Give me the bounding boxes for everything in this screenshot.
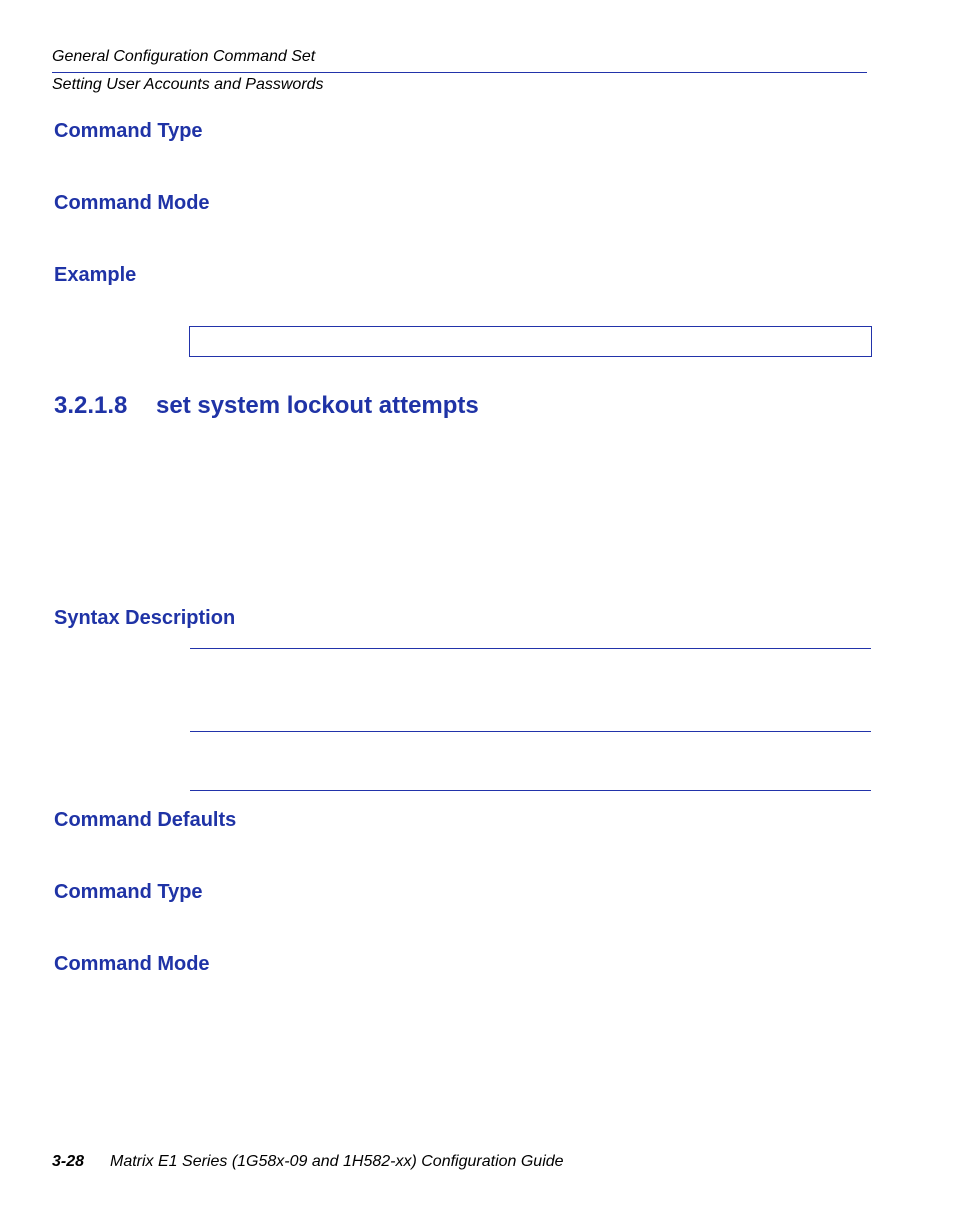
section-name: set system lockout attempts bbox=[156, 392, 479, 419]
heading-command-mode: Command Mode bbox=[54, 192, 210, 214]
running-header-section: Setting User Accounts and Passwords bbox=[52, 76, 324, 93]
heading-syntax-description: Syntax Description bbox=[54, 607, 236, 629]
heading-command-mode-2: Command Mode bbox=[54, 953, 210, 975]
heading-command-defaults: Command Defaults bbox=[54, 809, 237, 831]
syntax-table-rule-bottom bbox=[190, 790, 871, 791]
page-number: 3-28 bbox=[52, 1153, 85, 1170]
header-rule bbox=[52, 72, 867, 73]
example-code-box bbox=[189, 326, 872, 357]
syntax-table-rule-middle bbox=[190, 731, 871, 732]
heading-example: Example bbox=[54, 264, 137, 286]
syntax-table-rule-top bbox=[190, 648, 871, 649]
heading-command-type-2: Command Type bbox=[54, 881, 203, 903]
page-footer bbox=[52, 1153, 564, 1171]
section-title bbox=[54, 392, 479, 420]
heading-command-type: Command Type bbox=[54, 120, 203, 142]
guide-title: Matrix E1 Series (1G58x-09 and 1H582-xx) Configuration Guide bbox=[110, 1153, 564, 1170]
section-number: 3.2.1.8 bbox=[54, 392, 128, 419]
running-header-chapter: General Configuration Command Set bbox=[52, 48, 316, 65]
